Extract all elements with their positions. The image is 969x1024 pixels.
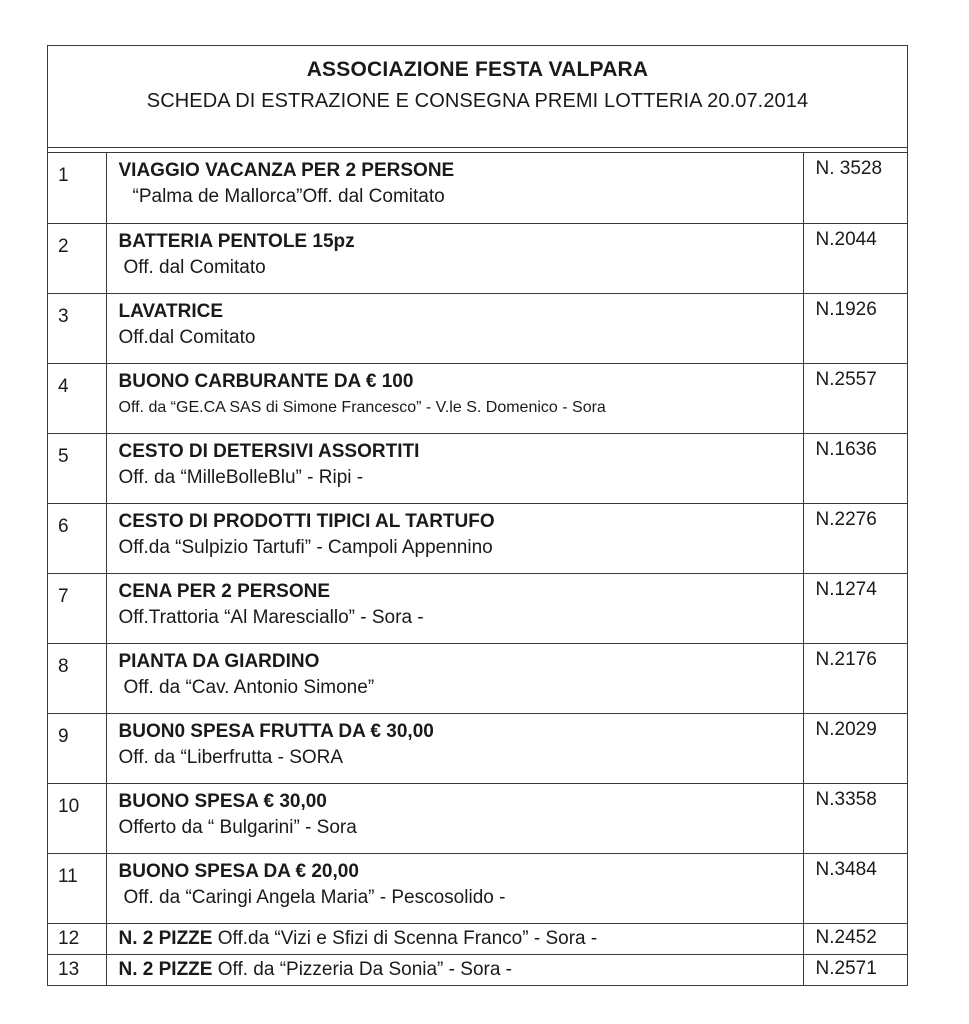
prize-number: 7: [48, 573, 106, 643]
prize-number: 12: [48, 923, 106, 954]
prize-description: [106, 853, 803, 923]
prize-name: PIANTA DA GIARDINO: [118, 650, 320, 672]
prize-row-9: [48, 713, 907, 783]
prize-description: [106, 153, 803, 223]
prize-name: CESTO DI DETERSIVI ASSORTITI: [118, 440, 420, 462]
prize-offer: Off.da “Sulpizio Tartufi” - Campoli Appennino: [118, 536, 493, 558]
prize-row-7: [48, 573, 907, 643]
prize-offer: Off.da “Vizi e Sfizi di Scenna Franco” - Sora -: [212, 927, 598, 949]
prize-description: [106, 643, 803, 713]
ticket-number: N.2452: [803, 923, 907, 954]
prize-name: N. 2 PIZZE: [118, 958, 213, 980]
prize-row-2: [48, 223, 907, 293]
ticket-number: N. 3528: [803, 153, 907, 223]
prize-description: [106, 573, 803, 643]
ticket-number: N.2044: [803, 223, 907, 293]
prize-row-6: [48, 503, 907, 573]
prize-name: BUONO SPESA € 30,00: [118, 790, 327, 812]
prize-number: 8: [48, 643, 106, 713]
prize-row-8: [48, 643, 907, 713]
prize-row-5: [48, 433, 907, 503]
prize-offer: “Palma de Mallorca”Off. dal Comitato: [132, 186, 445, 207]
prize-number: 10: [48, 783, 106, 853]
ticket-number: N.3358: [803, 783, 907, 853]
prize-description: [106, 433, 803, 503]
prize-name: BUONO SPESA DA € 20,00: [118, 860, 359, 882]
prize-number: 1: [48, 153, 106, 223]
ticket-number: N.1636: [803, 433, 907, 503]
prize-description: [106, 363, 803, 433]
prize-description: [106, 293, 803, 363]
prize-offer: Offerto da “ Bulgarini” - Sora: [118, 816, 357, 838]
prize-name: N. 2 PIZZE: [118, 927, 213, 949]
prize-offer: Off. da “Caringi Angela Maria” - Pescosolido -: [123, 886, 506, 908]
prize-name: CENA PER 2 PERSONE: [118, 580, 331, 602]
prize-row-12: [48, 923, 907, 954]
prize-table: [48, 153, 907, 985]
prize-name: BATTERIA PENTOLE 15pz: [118, 230, 355, 252]
prize-offer: Off. da “Liberfrutta - SORA: [118, 746, 344, 768]
prize-row-11: [48, 853, 907, 923]
ticket-number: N.2276: [803, 503, 907, 573]
prize-sheet: [47, 45, 908, 986]
prize-name: VIAGGIO VACANZA PER 2 PERSONE: [118, 160, 455, 181]
prize-offer: Off. da “GE.CA SAS di Simone Francesco” - V.le S. Domenico - Sora: [118, 398, 606, 416]
prize-name: BUON0 SPESA FRUTTA DA € 30,00: [118, 720, 434, 742]
prize-number: 13: [48, 954, 106, 985]
association-title: ASSOCIAZIONE FESTA VALPARA: [306, 58, 649, 81]
prize-description: [106, 783, 803, 853]
prize-name: LAVATRICE: [118, 300, 223, 322]
prize-number: 9: [48, 713, 106, 783]
ticket-number: N.2176: [803, 643, 907, 713]
prize-row-13: [48, 954, 907, 985]
prize-row-1: [48, 153, 907, 223]
ticket-number: N.2029: [803, 713, 907, 783]
sheet-header: [48, 46, 907, 148]
prize-description: [106, 923, 803, 954]
prize-number: 6: [48, 503, 106, 573]
prize-offer: Off. da “Cav. Antonio Simone”: [123, 676, 375, 698]
prize-offer: Off. da “Pizzeria Da Sonia” - Sora -: [212, 958, 513, 980]
ticket-number: N.2557: [803, 363, 907, 433]
prize-number: 4: [48, 363, 106, 433]
prize-description: [106, 223, 803, 293]
prize-number: 2: [48, 223, 106, 293]
prize-description: [106, 713, 803, 783]
ticket-number: N.3484: [803, 853, 907, 923]
prize-number: 3: [48, 293, 106, 363]
ticket-number: N.1274: [803, 573, 907, 643]
prize-offer: Off.Trattoria “Al Maresciallo” - Sora -: [118, 606, 424, 628]
ticket-number: N.2571: [803, 954, 907, 985]
prize-number: 5: [48, 433, 106, 503]
sheet-subtitle: SCHEDA DI ESTRAZIONE E CONSEGNA PREMI LOTTERIA 20.07.2014: [146, 90, 809, 112]
prize-row-3: [48, 293, 907, 363]
prize-row-10: [48, 783, 907, 853]
prize-description: [106, 503, 803, 573]
ticket-number: N.1926: [803, 293, 907, 363]
prize-number: 11: [48, 853, 106, 923]
prize-description: [106, 954, 803, 985]
prize-name: CESTO DI PRODOTTI TIPICI AL TARTUFO: [118, 510, 495, 532]
prize-row-4: [48, 363, 907, 433]
prize-name: BUONO CARBURANTE DA € 100: [118, 370, 414, 392]
prize-offer: Off. dal Comitato: [123, 256, 266, 278]
prize-offer: Off.dal Comitato: [118, 326, 256, 348]
prize-offer: Off. da “MilleBolleBlu” - Ripi -: [118, 466, 364, 488]
